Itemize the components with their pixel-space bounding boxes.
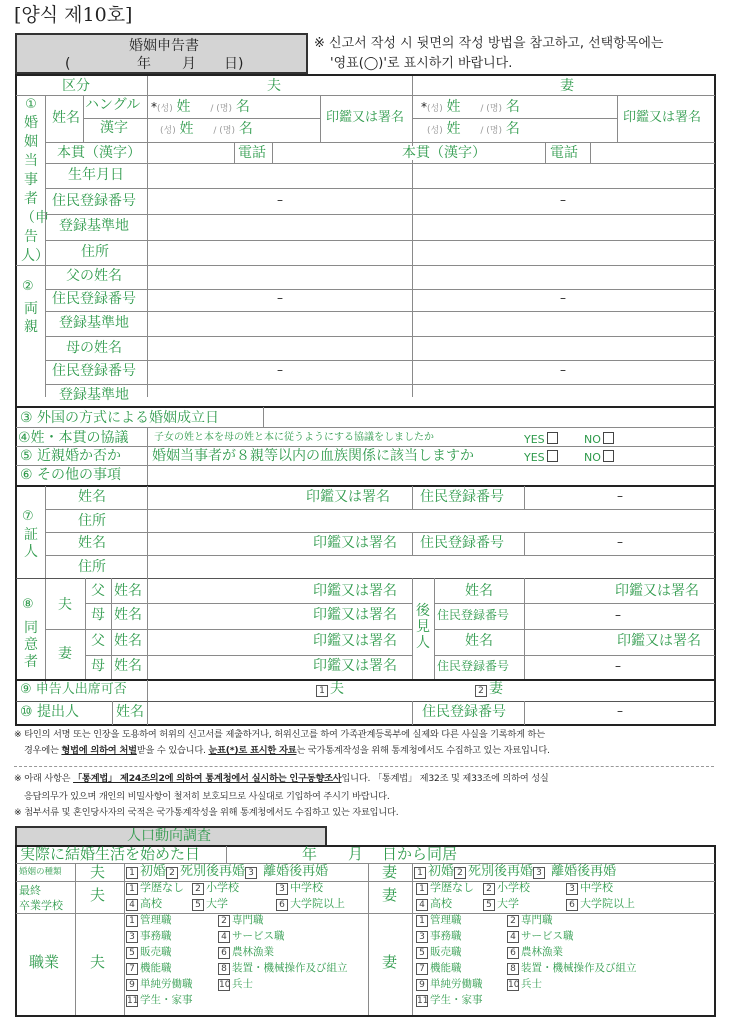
marriage-type-wife: 妻	[382, 863, 398, 881]
husband-education-option[interactable]: 5 大学	[192, 898, 228, 911]
checkbox-icon	[603, 450, 614, 462]
wife-id-field[interactable]: –	[560, 193, 566, 207]
husband-education-option[interactable]: 1 学歴なし	[126, 882, 184, 895]
section7-title: 証人	[24, 527, 38, 560]
honggwan-label: 本貫（漢字）	[57, 145, 141, 161]
wife-occupation-option[interactable]: 3 事務職	[416, 931, 462, 943]
wife-occupation-option[interactable]: 2 専門職	[507, 915, 553, 927]
attendance-husband-option[interactable]: 1 夫	[316, 682, 344, 697]
witness2-id-field[interactable]: –	[617, 535, 623, 549]
witness1-name-label: 姓名	[78, 489, 106, 505]
submitter-id-label: 住民登録番号	[422, 704, 506, 720]
section8-num: ⑧	[22, 597, 34, 612]
section5-no-option[interactable]: NO	[584, 450, 614, 463]
attachment-note: ※ 첨부서류 및 혼인당사자의 국적은 국가통계작성을 위해 통계청에서도 수집하고 있는 자료입니다.	[14, 807, 399, 818]
section5-yes-option[interactable]: YES	[524, 450, 558, 463]
occupation-label: 職業	[29, 953, 60, 971]
education-label-2: 卒業学校	[19, 899, 63, 912]
marriage-type-husband: 夫	[90, 863, 106, 881]
wife-occupation-option[interactable]: 5 販売職	[416, 947, 462, 959]
section6-label: ⑥ その他の事項	[20, 467, 122, 483]
husband-occupation-option[interactable]: 9 単純労働職	[126, 979, 193, 991]
cohabitation-month[interactable]: 月	[348, 845, 364, 863]
section4-yes-option[interactable]: YES	[524, 432, 558, 445]
checkbox-icon	[547, 450, 558, 462]
husband-occupation-option[interactable]: 2 専門職	[218, 915, 264, 927]
guardian2-seal-field[interactable]: 印鑑又は署名	[617, 633, 701, 649]
occupation-wife: 妻	[382, 953, 398, 971]
witness1-address-label: 住所	[78, 513, 106, 529]
survey-title-box	[15, 826, 327, 845]
wife-education-option[interactable]: 2 小学校	[483, 882, 530, 895]
wife-occupation-option[interactable]: 6 農林漁業	[507, 947, 563, 959]
wife-occupation-option[interactable]: 4 サービス職	[507, 931, 574, 943]
witness1-seal-field[interactable]: 印鑑又は署名	[306, 489, 390, 505]
witness2-name-label: 姓名	[78, 535, 106, 551]
father-name-label: 父の姓名	[66, 268, 122, 284]
wife-mother-name-label: 姓名	[114, 658, 142, 674]
cohabitation-label: 実際に結婚生活を始めた日	[20, 845, 201, 863]
husband-father-seal-field[interactable]: 印鑑又は署名	[313, 583, 397, 599]
section5-label: ⑤ 近親婚か否か	[20, 448, 122, 464]
section2-num: ②	[22, 279, 34, 294]
husband-education-option[interactable]: 2 小学校	[192, 882, 239, 895]
section8-title: 同意者	[24, 620, 38, 670]
husband-occupation-option[interactable]: 7 機能職	[126, 963, 172, 975]
divider	[14, 766, 714, 767]
form-title-box	[15, 33, 308, 74]
husband-father-label: 父	[91, 583, 105, 599]
section4-question: 子女の姓と本を母の姓と本に従うようにする協議をしましたか	[154, 432, 434, 443]
wife-father-seal-field[interactable]: 印鑑又は署名	[313, 633, 397, 649]
wife-occupation-option[interactable]: 7 機能職	[416, 963, 462, 975]
section4-no-option[interactable]: NO	[584, 432, 614, 445]
wife-occupation-option[interactable]: 8 装置・機械操作及び組立	[507, 963, 637, 975]
warning-note-line1: ※ 타인의 서명 또는 인장을 도용하여 허위의 신고서를 제출하거나, 허위신고를 하여 가족관계등록부에 실제와 다른 사실을 기록하게 하는	[14, 729, 545, 740]
wife-education-option[interactable]: 5 大学	[483, 898, 519, 911]
section1-num: ①	[25, 97, 37, 112]
header-notice-line1: ※ 신고서 작성 시 뒷면의 작성 방법을 참고하고, 선택항목에는	[314, 36, 664, 51]
section1-label	[20, 98, 42, 112]
col-husband: 夫	[267, 78, 281, 94]
father-registration-label: 登録基準地	[59, 315, 129, 331]
section3-label: ③ 外国の方式による婚姻成立日	[20, 410, 220, 426]
wife-education-option[interactable]: 6 大学院以上	[566, 898, 635, 911]
section2-title: 両親	[24, 301, 38, 335]
section10-label: ⑩ 提出人	[20, 704, 80, 720]
witness1-id-field[interactable]: –	[617, 489, 623, 503]
education-label-1: 最終	[19, 884, 41, 897]
witness1-id-label: 住民登録番号	[420, 489, 504, 505]
wife-education-option[interactable]: 4 高校	[416, 898, 452, 911]
husband-father-name-label: 姓名	[114, 583, 142, 599]
guardian1-id-label: 住民登録番号	[437, 608, 510, 622]
husband-phone-label: 電話	[238, 145, 266, 161]
father-id-label: 住民登録番号	[52, 291, 136, 307]
submitter-name-label: 姓名	[116, 704, 144, 720]
guardian1-id-field[interactable]: –	[615, 608, 621, 622]
wife-education-option[interactable]: 3 中学校	[566, 882, 613, 895]
birthdate-label: 生年月日	[68, 167, 124, 183]
husband-kanji-name-field[interactable]: (성) 姓 / (명) 名	[160, 121, 253, 137]
husband-occupation-option[interactable]: 8 装置・機械操作及び組立	[218, 963, 348, 975]
form-id: [양식 제10호]	[14, 4, 133, 26]
husband-seal-field[interactable]: 印鑑又は署名	[326, 110, 405, 125]
resident-id-label: 住民登録番号	[52, 193, 136, 209]
registration-base-label: 登録基準地	[59, 218, 129, 234]
guardian2-id-label: 住民登録番号	[437, 659, 510, 673]
header-notice-line2: '영표(◯)'로 표시하기 바랍니다.	[330, 56, 513, 71]
wife-mother-seal-field[interactable]: 印鑑又は署名	[313, 658, 397, 674]
date-month-label: 月	[182, 56, 196, 72]
guardian-label: 後見人	[416, 603, 430, 651]
survey-title: 人口動向調査	[127, 828, 211, 844]
husband-mother-name-label: 姓名	[114, 607, 142, 623]
section4-label: ④姓・本貫の協議	[18, 430, 129, 446]
marriage-type-label: 婚姻の種類	[19, 867, 62, 877]
husband-occupation-option[interactable]: 3 事務職	[126, 931, 172, 943]
husband-hangul-name-field[interactable]: *(성) 姓 / (명) 名	[151, 99, 250, 115]
occupation-husband: 夫	[90, 953, 106, 971]
section5-question: 婚姻当事者が８親等以内の血族関係に該当しますか	[152, 448, 474, 464]
mother-name-label: 母の姓名	[66, 340, 122, 356]
section1-title: 婚姻当事者（申告人）	[21, 115, 49, 264]
date-day-label: 日)	[224, 56, 244, 72]
wife-father-id-field[interactable]: –	[560, 291, 566, 305]
guardian1-name-label: 姓名	[465, 583, 493, 599]
wife-occupation-option[interactable]: 10 兵士	[508, 978, 542, 990]
name-label: 姓名	[52, 110, 80, 126]
education-wife: 妻	[382, 886, 398, 904]
submitter-id-field[interactable]: –	[617, 704, 623, 718]
checkbox-icon	[547, 432, 558, 444]
cohabitation-year[interactable]: 年	[302, 845, 318, 863]
date-year-label: 年	[137, 56, 151, 72]
wife-father-name-label: 姓名	[114, 633, 142, 649]
wife-honggwan-label: 本貫（漢字）	[402, 145, 486, 161]
address-label: 住所	[81, 244, 109, 260]
witness2-address-label: 住所	[78, 559, 106, 575]
guardian1-seal-field[interactable]: 印鑑又は署名	[615, 583, 699, 599]
consent-husband-label: 夫	[58, 597, 72, 613]
wife-kanji-name-field[interactable]: (성) 姓 / (명) 名	[427, 121, 520, 137]
mother-id-label: 住民登録番号	[52, 363, 136, 379]
husband-id-field[interactable]: –	[277, 193, 283, 207]
section9-label: ⑨ 申告人出席可否	[20, 682, 127, 697]
wife-mother-id-field[interactable]: –	[560, 363, 566, 377]
husband-occupation-option[interactable]: 1 管理職	[126, 915, 172, 927]
wife-mother-label: 母	[91, 658, 105, 674]
husband-education-option[interactable]: 4 高校	[126, 898, 162, 911]
form-title: 婚姻申告書	[129, 38, 199, 54]
husband-occupation-option[interactable]: 6 農林漁業	[218, 947, 274, 959]
date-open-paren: (	[65, 56, 71, 72]
wife-occupation-option[interactable]: 1 管理職	[416, 915, 462, 927]
warning-note-line2: 경우에는 형법에 의하여 처벌받을 수 있습니다. 눈표(*)로 표시한 자료는 국가통계작성을 위해 통계청에서도 수집하고 있는 자료입니다.	[24, 745, 550, 756]
husband-occupation-option[interactable]: 4 サービス職	[218, 931, 285, 943]
consent-wife-label: 妻	[58, 646, 72, 662]
husband-mother-label: 母	[91, 607, 105, 623]
wife-hangul-name-field[interactable]: *(성) 姓 / (명) 名	[421, 99, 520, 115]
survey-note-line2: 응답의무가 있으며 개인의 비밀사항이 철저히 보호되므로 사실대로 기입하여 주시기 바랍니다.	[24, 791, 390, 802]
witness2-seal-field[interactable]: 印鑑又は署名	[313, 535, 397, 551]
mother-registration-label: 登録基準地	[59, 387, 129, 403]
husband-mother-seal-field[interactable]: 印鑑又は署名	[313, 607, 397, 623]
hangul-label: ハングル	[85, 97, 141, 113]
guardian2-id-field[interactable]: –	[615, 659, 621, 673]
wife-occupation-option[interactable]: 11 学生・家事	[417, 994, 483, 1006]
husband-education-option[interactable]: 3 中学校	[276, 882, 323, 895]
husband-occupation-option[interactable]: 10 兵士	[219, 978, 253, 990]
checkbox-icon	[603, 432, 614, 444]
husband-mother-id-field[interactable]: –	[277, 363, 283, 377]
husband-occupation-option[interactable]: 5 販売職	[126, 947, 172, 959]
kanji-label: 漢字	[100, 120, 128, 136]
witness2-id-label: 住民登録番号	[420, 535, 504, 551]
attendance-wife-option[interactable]: 2 妻	[475, 682, 503, 697]
col-category: 区分	[62, 78, 90, 94]
husband-education-option[interactable]: 6 大学院以上	[276, 898, 345, 911]
wife-seal-field[interactable]: 印鑑又は署名	[623, 110, 702, 125]
education-husband: 夫	[90, 886, 106, 904]
wife-occupation-option[interactable]: 9 単純労働職	[416, 979, 483, 991]
wife-father-label: 父	[91, 633, 105, 649]
husband-father-id-field[interactable]: –	[277, 291, 283, 305]
section7-num: ⑦	[22, 509, 34, 524]
guardian2-name-label: 姓名	[465, 633, 493, 649]
wife-phone-label: 電話	[550, 145, 578, 161]
survey-note-line1: ※ 아래 사항은 「통계법」 제24조의2에 의하여 통계청에서 실시하는 인구동향조사입니다. 「통계법」 제32조 및 제33조에 의하여 성실	[14, 773, 549, 784]
wife-marriage-type-options[interactable]: 1 初婚 2 死別後再婚 3 離婚後再婚	[414, 865, 616, 879]
wife-education-option[interactable]: 1 学歴なし	[416, 882, 474, 895]
husband-occupation-option[interactable]: 11 学生・家事	[127, 994, 193, 1006]
col-wife: 妻	[560, 78, 574, 94]
cohabitation-day-suffix[interactable]: 日から同居	[382, 845, 458, 863]
husband-marriage-type-options[interactable]: 1 初婚 2 死別後再婚 3 離婚後再婚	[126, 865, 328, 879]
